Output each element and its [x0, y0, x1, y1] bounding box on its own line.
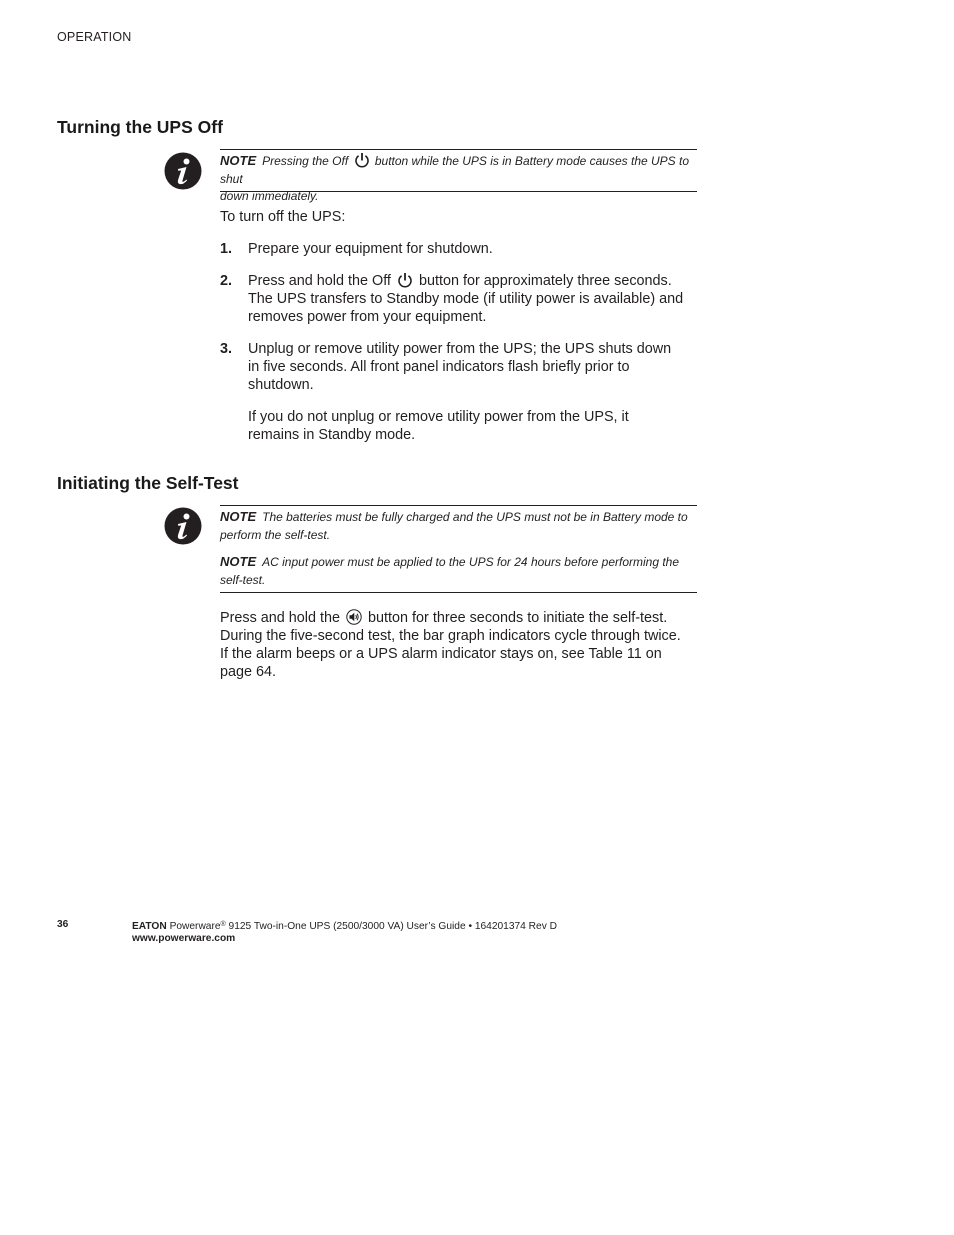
registered-mark: ®	[220, 921, 226, 928]
step-followup: remains in Standby mode.	[248, 427, 416, 443]
step-text-part: in five seconds. All front panel indicators flash briefly prior to	[248, 359, 630, 375]
step-text-part: removes power from your equipment.	[248, 309, 487, 325]
footer-product: Powerware	[169, 921, 221, 932]
note-box-self-test	[220, 505, 697, 593]
note-line: perform the self-test.	[220, 527, 331, 542]
body-text-part: During the five-second test, the bar graph indicators cycle through twice.	[220, 628, 681, 644]
step-text	[248, 340, 702, 444]
note-box-off	[220, 149, 697, 203]
power-icon	[354, 152, 370, 168]
step-number: 3.	[220, 341, 233, 357]
step-number: 2.	[220, 273, 233, 289]
note-text: The batteries must be fully charged and the UPS must not be in Battery mode to	[262, 510, 688, 524]
info-icon	[164, 152, 202, 190]
page-number: 36	[57, 919, 69, 930]
intro-text: To turn off the UPS:	[220, 209, 346, 225]
step-text-part: Press and hold the Off	[248, 273, 391, 289]
step-followup: If you do not unplug or remove utility power from the UPS, it	[248, 409, 629, 425]
note-text: button while the UPS is in Battery mode causes the UPS to shut	[220, 154, 690, 186]
note-line: self-test.	[220, 572, 266, 587]
body-text-part: page 64.	[220, 664, 277, 680]
footer-brand: EATON	[132, 921, 167, 932]
running-head: OPERATION	[57, 30, 132, 44]
step-number: 1.	[220, 241, 233, 257]
self-test-body	[220, 609, 702, 681]
note-line	[220, 152, 697, 188]
step-2	[220, 272, 702, 326]
section-title-self-test: Initiating the Self-Test	[57, 473, 239, 493]
body-text-part: Press and hold the	[220, 610, 341, 626]
note-text: Pressing the Off	[262, 154, 349, 168]
step-3	[220, 340, 702, 444]
section-title-turning-off: Turning the UPS Off	[57, 117, 223, 137]
note-line	[220, 553, 697, 572]
step-text-part: shutdown.	[248, 377, 314, 393]
step-text-part: The UPS transfers to Standby mode (if utility power is available) and	[248, 291, 684, 307]
info-icon	[164, 507, 202, 545]
note-line: down immediately.	[220, 189, 319, 203]
step-text-part: Unplug or remove utility power from the UPS; the UPS shuts down	[248, 341, 672, 357]
body-text-part: button for three seconds to initiate the self-test.	[368, 610, 668, 626]
step-text	[248, 272, 702, 326]
note-label: NOTE	[220, 509, 257, 524]
speaker-icon	[346, 609, 362, 625]
footer-text	[132, 919, 557, 945]
step-text-part: button for approximately three seconds.	[418, 273, 672, 289]
step-text: Prepare your equipment for shutdown.	[248, 241, 493, 257]
step-1	[220, 240, 702, 258]
footer-title: 9125 Two-in-One UPS (2500/3000 VA) User’s Guide • 164201374 Rev D	[225, 921, 557, 932]
power-icon	[397, 272, 413, 288]
footer-url: www.powerware.com	[132, 933, 236, 944]
body-text-part: If the alarm beeps or a UPS alarm indicator stays on, see Table 11 on	[220, 646, 662, 662]
note-text: AC input power must be applied to the UPS for 24 hours before performing the	[262, 555, 680, 569]
note-label: NOTE	[220, 153, 257, 168]
note-line	[220, 508, 697, 527]
note-label: NOTE	[220, 554, 257, 569]
